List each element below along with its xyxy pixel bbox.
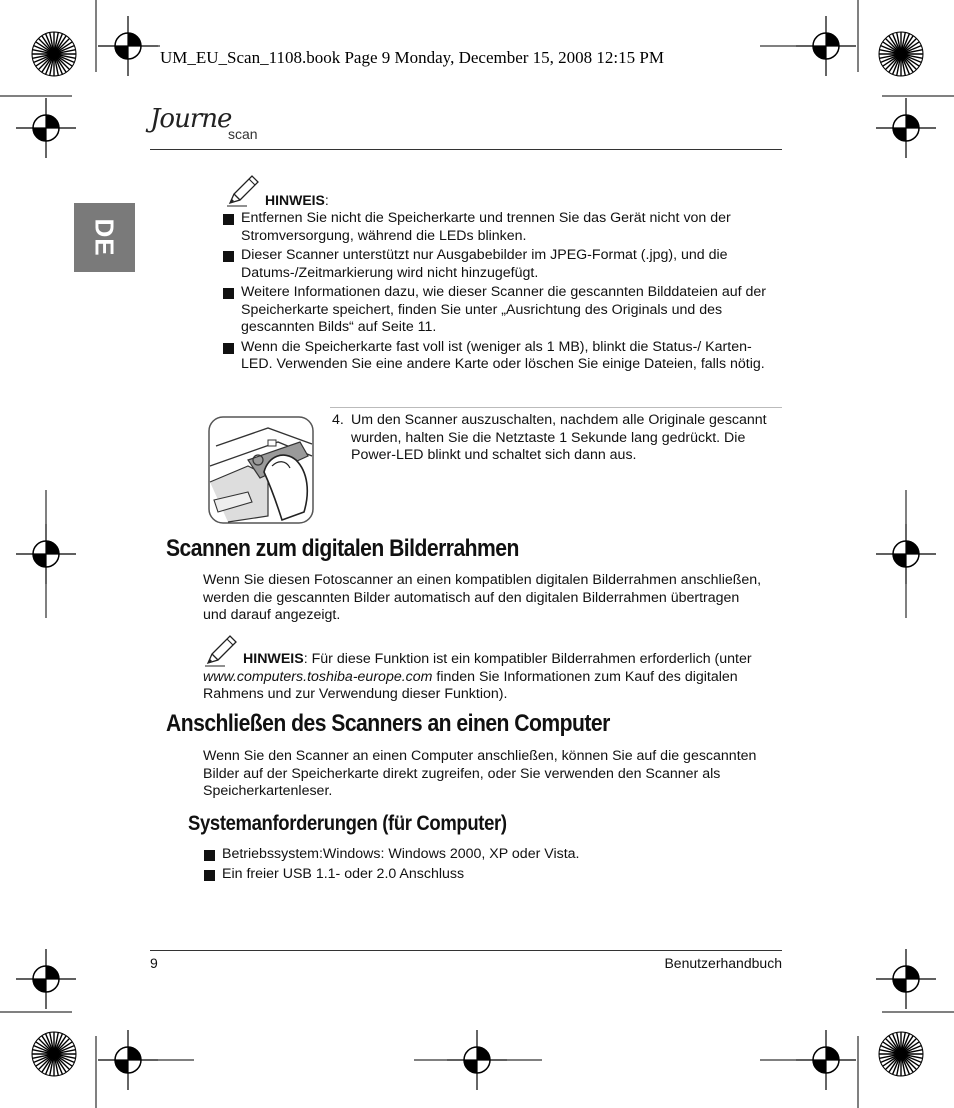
note-label: HINWEIS bbox=[265, 192, 325, 208]
header-rule bbox=[150, 149, 782, 150]
step-text: Um den Scanner auszuschalten, nachdem alle Originale gescannt wurden, halten Sie die Netztaste 1 Sekunde lang gedrückt. Die Power-LED blinkt und schaltet sich dann aus. bbox=[351, 412, 767, 463]
language-tab bbox=[74, 203, 135, 272]
step-number: 4. bbox=[332, 412, 344, 428]
note-paragraph bbox=[203, 651, 781, 704]
list-item: Weitere Informationen dazu, wie dieser Scanner die gescannten Bilddateien auf der Speicherkarte speichert, finden Sie unter „Ausrichtung des Originals und des gescannten Bilds“ auf Seite 11. bbox=[222, 284, 782, 337]
note-heading bbox=[225, 172, 329, 208]
note-text-before: Für diese Funktion ist ein kompatibler Bilderrahmen erforderlich (unter bbox=[307, 651, 752, 667]
footer-title: Benutzerhandbuch bbox=[664, 955, 782, 971]
list-item: Entfernen Sie nicht die Speicherkarte und trennen Sie das Gerät nicht von der Stromversorgung, während die LEDs blinken. bbox=[222, 210, 782, 245]
logo-script: Journe bbox=[150, 104, 232, 134]
section-body-picture-frame: Wenn Sie diesen Fotoscanner an einen kompatiblen digitalen Bilderrahmen anschließen, werden die gescannten Bilder automatisch auf den digitalen Bilderrahmen übertragen und darauf angezeigt. bbox=[203, 572, 762, 623]
page-number: 9 bbox=[150, 955, 158, 971]
note-colon: : bbox=[324, 192, 329, 208]
section-body-connect-computer: Wenn Sie den Scanner an einen Computer anschließen, können Sie auf die gescannten Bilder auf der Speicherkarte direkt zugreifen, oder Sie verwenden den Scanner als Speicherkartenleser. bbox=[203, 748, 757, 799]
note-colon: : bbox=[303, 651, 308, 667]
print-job-header: UM_EU_Scan_1108.book Page 9 Monday, December 15, 2008 12:15 PM bbox=[160, 48, 664, 67]
language-tab-label: DE bbox=[90, 218, 120, 257]
step-rule bbox=[330, 407, 782, 408]
list-item: Betriebssystem:Windows: Windows 2000, XP oder Vista. bbox=[203, 846, 763, 864]
pencil-note-icon bbox=[225, 172, 261, 208]
power-button-illustration bbox=[208, 416, 314, 524]
list-item: Wenn die Speicherkarte fast voll ist (weniger als 1 MB), blinkt die Status-/ Karten-LED. Verwenden Sie eine andere Karte oder löschen Sie einige Dateien, falls nötig. bbox=[222, 339, 782, 374]
step-4 bbox=[332, 412, 782, 465]
footer-rule bbox=[150, 950, 782, 951]
note-text-after: finden Sie Informationen zum Kauf des digitalen Rahmens und zur Verwendung dieser Funktion). bbox=[203, 668, 738, 702]
note-picture-frame bbox=[203, 632, 781, 702]
note-label: HINWEIS bbox=[243, 651, 304, 667]
section-title-connect-computer: Anschließen des Scanners an einen Computer bbox=[166, 710, 610, 737]
section-title-picture-frame: Scannen zum digitalen Bilderrahmen bbox=[166, 535, 519, 562]
list-item: Dieser Scanner unterstützt nur Ausgabebilder im JPEG-Format (.jpg), und die Datums-/Zeitmarkierung wird nicht hinzugefügt. bbox=[222, 247, 782, 282]
subsection-title-system-requirements: Systemanforderungen (für Computer) bbox=[188, 812, 507, 835]
logo-sub: scan bbox=[228, 126, 258, 142]
note-bullet-list bbox=[222, 210, 782, 376]
website-link[interactable]: www.computers.toshiba-europe.com bbox=[203, 668, 433, 685]
requirements-list bbox=[203, 846, 763, 885]
list-item: Ein freier USB 1.1- oder 2.0 Anschluss bbox=[203, 866, 763, 884]
